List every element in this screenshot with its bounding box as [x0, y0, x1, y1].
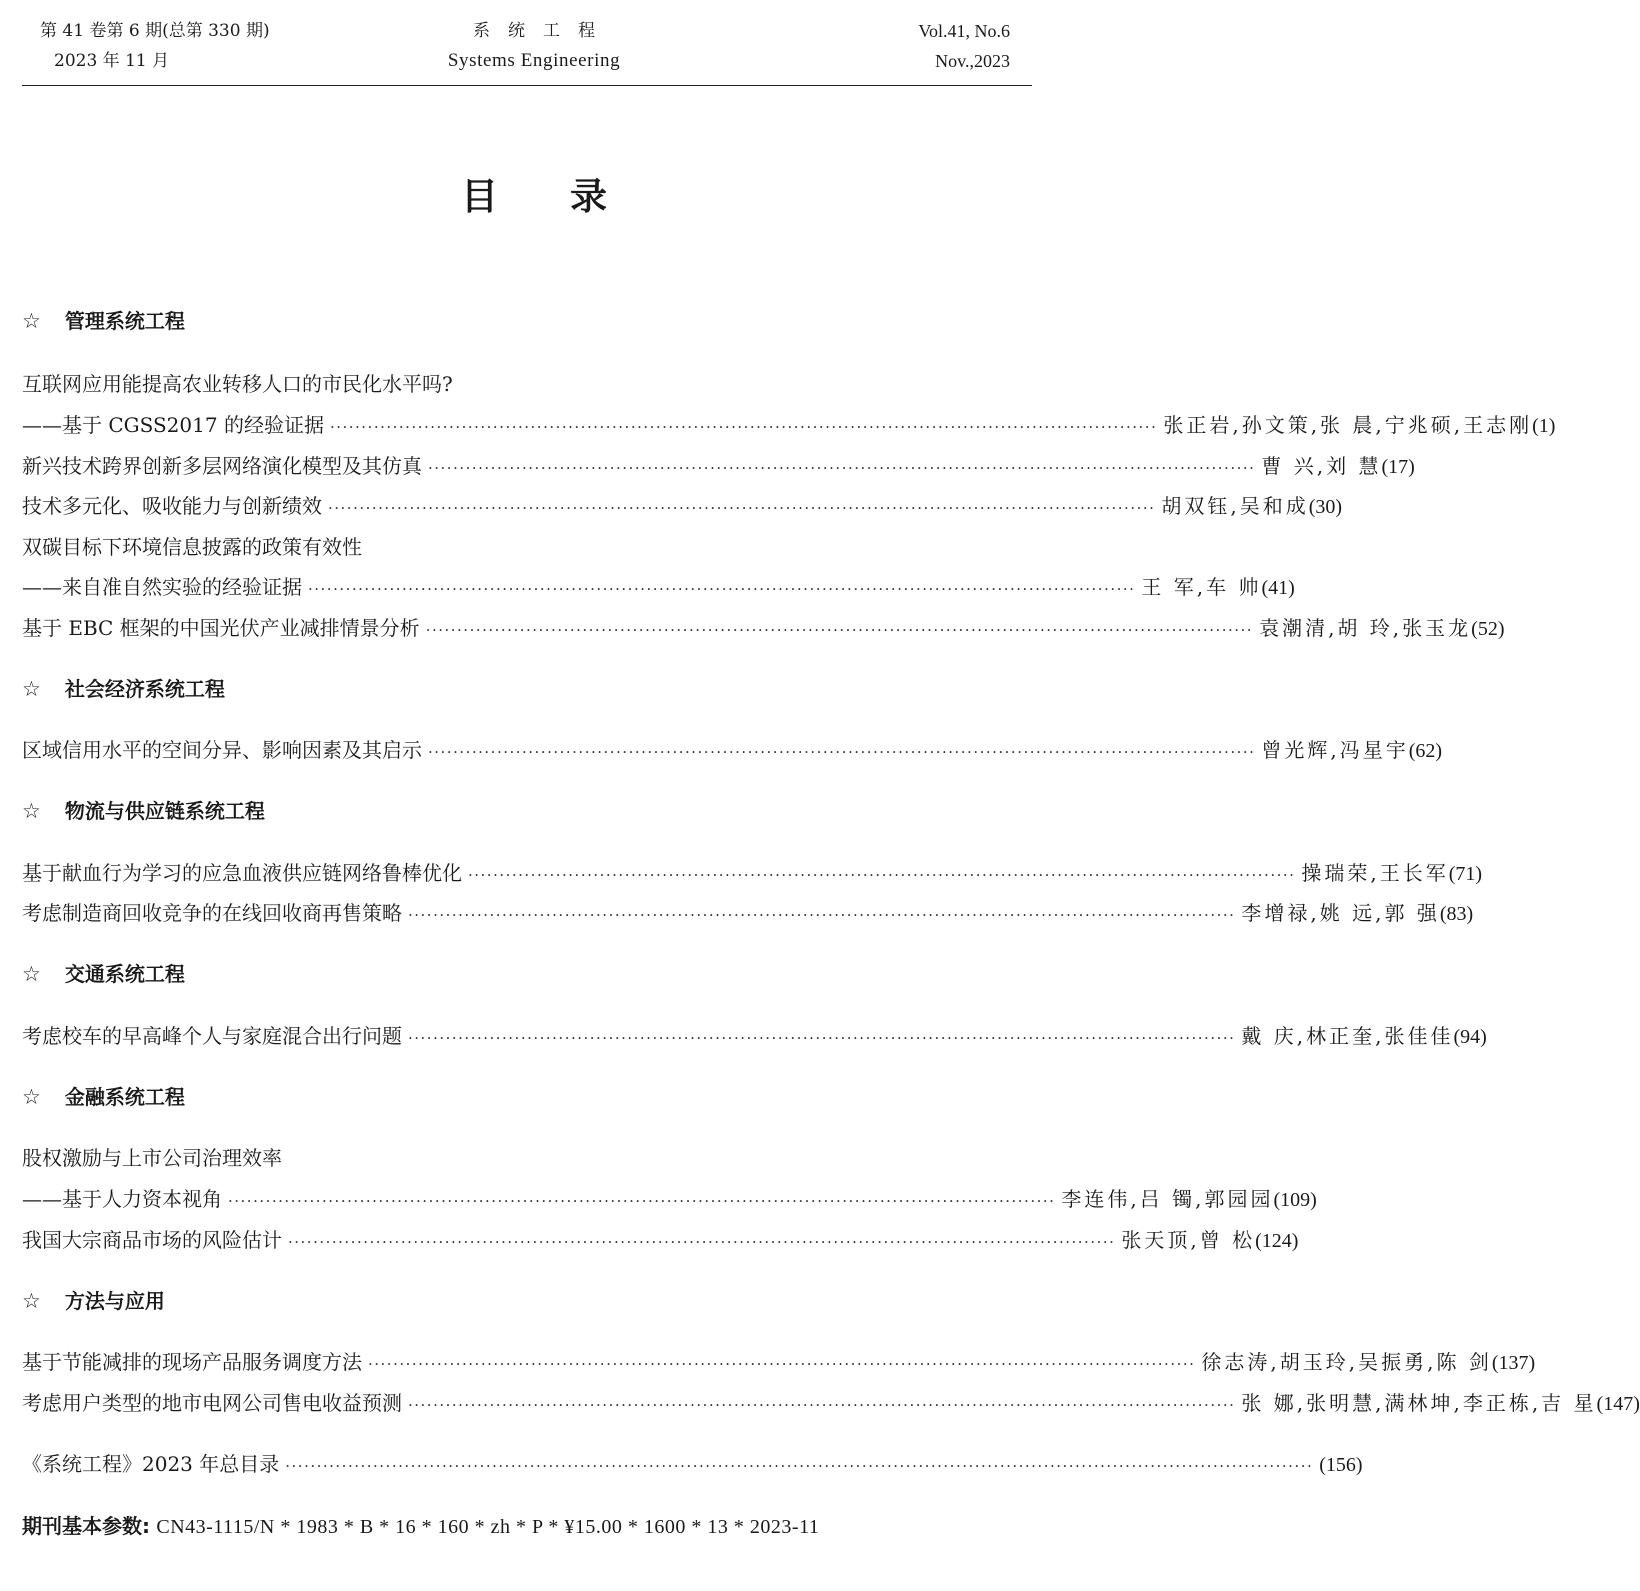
leader-dots: ····································································································································	[368, 1355, 1196, 1373]
leader-dots: ····································································································································	[468, 866, 1296, 884]
journal-name-en: Systems Engineering	[447, 50, 621, 71]
toc-entry[interactable]	[22, 490, 1343, 522]
toc-entry[interactable]	[22, 1183, 1317, 1215]
journal-name	[384, 16, 684, 76]
star-icon: ☆	[22, 1085, 41, 1109]
leader-dots: ····································································································································	[288, 1233, 1116, 1251]
issue-volume: 第 41 卷第 6 期(总第 330 期)	[40, 21, 270, 41]
entry-authors: 张天顶,曾 松	[1121, 1228, 1256, 1252]
entry-title: 《系统工程》2023 年总目录	[22, 1452, 280, 1476]
entry-page: (30)	[1308, 496, 1343, 518]
issue-info	[40, 16, 270, 76]
entry-title: 考虑用户类型的地市电网公司售电收益预测	[22, 1391, 402, 1415]
star-icon: ☆	[22, 677, 41, 701]
parameters-value: CN43-1115/N * 1983 * B * 16 * 160 * zh * P * ¥15.00 * 1600 * 13 * 2023-11	[156, 1516, 820, 1538]
issue-date-en: Nov.,2023	[935, 51, 1010, 71]
toc-entry[interactable]	[22, 571, 1295, 603]
entry-page: (147)	[1596, 1393, 1640, 1415]
entry-page: (41)	[1261, 577, 1295, 599]
entry-page: (137)	[1491, 1352, 1536, 1374]
section-heading	[22, 1082, 185, 1112]
section-title: 社会经济系统工程	[64, 677, 225, 701]
entry-authors: 李增禄,姚 远,郭 强	[1241, 901, 1440, 925]
entry-title: 技术多元化、吸收能力与创新绩效	[22, 494, 322, 518]
entry-title: 基于节能减排的现场产品服务调度方法	[22, 1350, 362, 1374]
toc-entry[interactable]	[22, 1387, 1640, 1419]
entry-page: (71)	[1448, 863, 1483, 885]
toc-entry-annual-index[interactable]	[22, 1448, 1363, 1480]
entry-authors: 徐志涛,胡玉玲,吴振勇,陈 剑	[1201, 1350, 1492, 1374]
issue-volume-en: Vol.41, No.6	[918, 21, 1010, 41]
toc-entry[interactable]	[22, 897, 1474, 929]
toc-entry[interactable]	[22, 612, 1505, 644]
toc-entry[interactable]	[22, 450, 1415, 482]
leader-dots: ····································································································································	[329, 418, 1158, 436]
entry-authors: 曾光辉,冯星宇	[1261, 738, 1409, 762]
toc-entry[interactable]	[22, 1346, 1536, 1378]
entry-title: 考虑制造商回收竞争的在线回收商再售策略	[22, 901, 402, 925]
entry-subtitle: ——来自准自然实验的经验证据	[22, 575, 302, 599]
toc-entry-title[interactable]: 双碳目标下环境信息披露的政策有效性	[22, 535, 362, 559]
entry-authors: 操瑞荣,王长军	[1301, 861, 1449, 885]
entry-subtitle: ——基于人力资本视角	[22, 1187, 222, 1211]
entry-page: (94)	[1453, 1026, 1487, 1048]
star-icon: ☆	[22, 799, 41, 823]
entry-page: (83)	[1439, 903, 1474, 925]
leader-dots: ····································································································································································	[285, 1457, 1314, 1475]
entry-title: 我国大宗商品市场的风险估计	[22, 1228, 282, 1252]
entry-authors: 王 军,车 帅	[1141, 575, 1262, 599]
toc-entry-title[interactable]: 互联网应用能提高农业转移人口的市民化水平吗?	[22, 372, 453, 396]
issue-date: 2023 年 11 月	[54, 51, 170, 71]
header-rule	[22, 85, 1032, 86]
entry-title: 新兴技术跨界创新多层网络演化模型及其仿真	[22, 454, 422, 478]
star-icon: ☆	[22, 1289, 41, 1313]
entry-page: (17)	[1381, 456, 1415, 478]
leader-dots: ····································································································································	[428, 459, 1256, 477]
leader-dots: ····································································································································	[308, 580, 1136, 598]
entry-authors: 袁潮清,胡 玲,张玉龙	[1259, 616, 1472, 640]
toc-entry[interactable]	[22, 409, 1556, 441]
section-heading	[22, 674, 225, 704]
star-icon: ☆	[22, 962, 41, 986]
leader-dots: ····································································································································	[425, 621, 1254, 639]
toc-entry[interactable]	[22, 1020, 1487, 1052]
entry-title: 考虑校车的早高峰个人与家庭混合出行问题	[22, 1024, 402, 1048]
journal-name-cn: 系统工程	[473, 21, 613, 41]
section-title: 物流与供应链系统工程	[64, 799, 265, 823]
entry-page: (62)	[1408, 740, 1443, 762]
section-heading	[22, 1286, 165, 1316]
entry-page: (52)	[1471, 618, 1505, 640]
entry-page: (1)	[1532, 415, 1556, 437]
entry-subtitle: ——基于 CGSS2017 的经验证据	[22, 413, 324, 437]
toc-entry[interactable]	[22, 857, 1483, 889]
leader-dots: ····································································································································	[328, 499, 1156, 517]
entry-authors: 胡双钰,吴和成	[1161, 494, 1309, 518]
entry-title: 区域信用水平的空间分异、影响因素及其启示	[22, 738, 422, 762]
entry-authors: 曹 兴,刘 慧	[1261, 454, 1382, 478]
leader-dots: ····································································································································	[408, 906, 1236, 924]
section-heading	[22, 306, 185, 336]
parameters-label: 期刊基本参数:	[22, 1514, 150, 1538]
entry-page: (109)	[1273, 1189, 1317, 1211]
section-title: 管理系统工程	[64, 309, 185, 333]
section-title: 金融系统工程	[64, 1085, 185, 1109]
toc-entry-title[interactable]: 股权激励与上市公司治理效率	[22, 1146, 282, 1170]
entry-page: (124)	[1255, 1230, 1299, 1252]
journal-parameters	[22, 1510, 819, 1543]
section-heading	[22, 796, 265, 826]
leader-dots: ····································································································································	[228, 1192, 1056, 1210]
section-title: 交通系统工程	[64, 962, 185, 986]
section-title: 方法与应用	[64, 1289, 165, 1313]
entry-authors: 张正岩,孙文策,张 晨,宁兆硕,王志刚	[1163, 413, 1533, 437]
entry-authors: 李连伟,吕 镯,郭园园	[1061, 1187, 1274, 1211]
toc-entry[interactable]	[22, 734, 1443, 766]
toc-title: 目录	[461, 175, 679, 218]
section-heading	[22, 959, 185, 989]
toc-entry[interactable]	[22, 1224, 1299, 1256]
entry-title: 基于 EBC 框架的中国光伏产业减排情景分析	[22, 616, 420, 640]
entry-authors: 戴 庆,林正奎,张佳佳	[1241, 1024, 1454, 1048]
entry-authors: 张 娜,张明慧,满林坤,李正栋,吉 星	[1241, 1391, 1597, 1415]
leader-dots: ····································································································································	[408, 1396, 1236, 1414]
leader-dots: ····································································································································	[408, 1029, 1236, 1047]
entry-page: (156)	[1319, 1454, 1363, 1476]
star-icon: ☆	[22, 309, 41, 333]
entry-title: 基于献血行为学习的应急血液供应链网络鲁棒优化	[22, 861, 462, 885]
leader-dots: ····································································································································	[428, 743, 1256, 761]
issue-info-en	[918, 16, 1010, 76]
